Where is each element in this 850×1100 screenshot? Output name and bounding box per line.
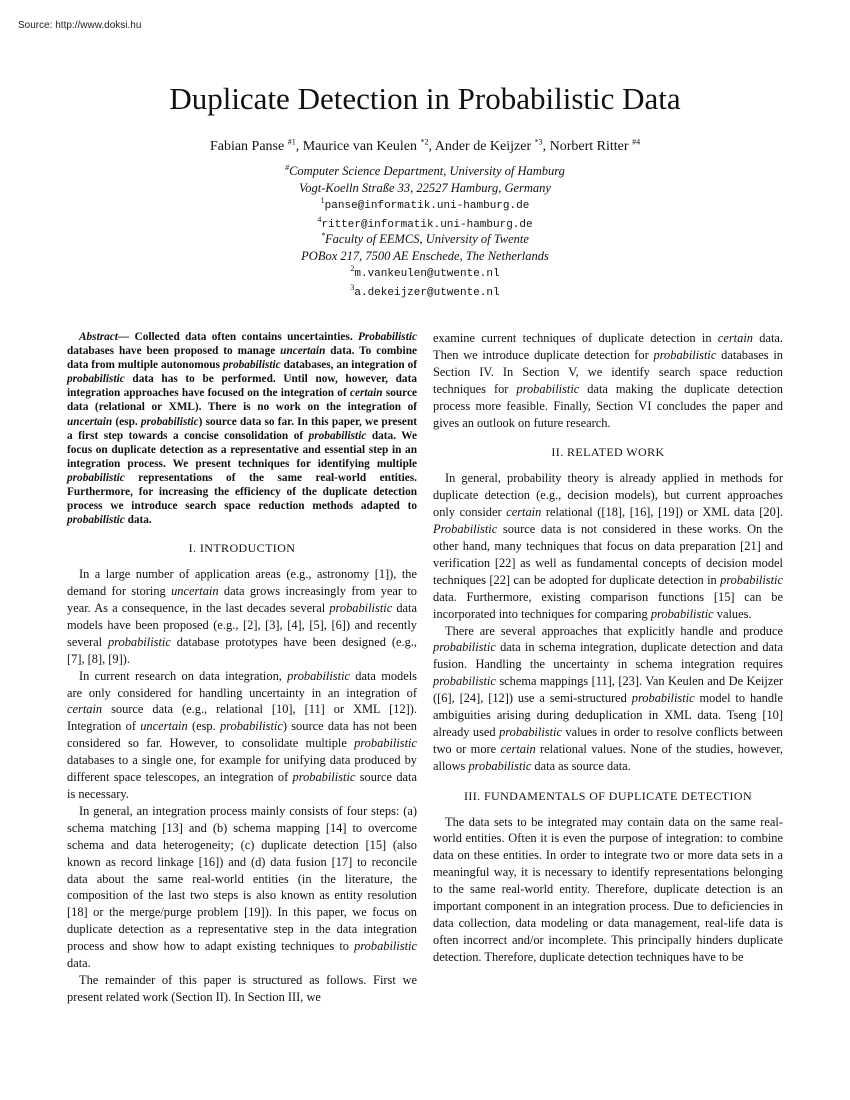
author-mark: #1 (287, 137, 296, 147)
email-address: panse@informatik.uni-hamburg.de (324, 200, 530, 212)
section-heading-fundamentals: III. FUNDAMENTALS OF DUPLICATE DETECTION (463, 788, 753, 803)
affiliation-address: Vogt-Koelln Straße 33, 22527 Hamburg, Germany (299, 180, 551, 195)
author-mark: *2 (420, 137, 429, 147)
email-address: m.vankeulen@utwente.nl (354, 268, 500, 280)
author-name: Fabian Panse (209, 139, 285, 154)
affiliation-mark: * (321, 230, 326, 240)
section-heading-introduction: I. INTRODUCTION (188, 541, 296, 556)
body-paragraph: The data sets to be integrated may contain data on the same real-world entities. Often it is even the purpose of integration: to combine data on these entities. In order to integrate two or more data sets in a meaningful way, it is necessary to identify representations belonging to the same real-world entity. Therefore, duplicate detection is an important component in an integration process. Due to deficiencies in data collection, data modeling or data management, real-life data is often incorrect and/or incomplete. This principally hinders duplicate detection. Therefore, duplicate detection techniques have to be (433, 814, 783, 964)
email-address: ritter@informatik.uni-hamburg.de (321, 218, 533, 231)
affiliation-address: POBox 217, 7500 AE Enschede, The Netherlands (301, 248, 549, 263)
abstract (67, 330, 417, 527)
affiliation-dept: Computer Science Department, University of Hamburg (289, 164, 565, 178)
paper-title: Duplicate Detection in Probabilistic Data (169, 81, 681, 116)
email-mark: 1 (320, 195, 325, 205)
author-mark: #4 (632, 137, 641, 147)
author-list: Fabian Panse $^{\#1}$, Maurice van Keulen $^{*2}$, Ander de Keijzer $^{*3}$, Norbert Ritter $^{\#4}$ (209, 137, 641, 154)
body-paragraph: The remainder of this paper is structured as follows. First we present related work (Section II). In Section III, we (67, 972, 417, 1004)
email-mark: 2 (350, 263, 355, 273)
email-mark: 3 (350, 282, 355, 292)
source-url: Source: http://www.doksi.hu (18, 20, 142, 31)
body-paragraph: In general, an integration process mainly consists of four steps: (a) schema matching [13] and (b) schema mapping [14] to overcome schema and data heterogeneity; (c) duplicate detection [15] (also known as record linkage [16]) and (d) data fusion [17] to reconcile data about the same real-world entities (in the literature, the composition of the last two steps is also known as entity resolution [18] or the merge/purge problem [19]). In this paper, we focus on duplicate detection as a representative step in the data integration process and show how to adapt existing techniques to probabilistic data. (67, 803, 417, 971)
author-name: Ander de Keijzer (434, 139, 532, 154)
left-column (67, 330, 417, 1006)
section-heading-related-work: II. RELATED WORK (551, 445, 665, 460)
author-name: Maurice van Keulen (302, 139, 417, 154)
affiliation-dept: Faculty of EEMCS, University of Twente (325, 232, 529, 246)
abstract-text: — Collected data often contains uncertainties. Probabilistic databases have been proposed to manage uncertain data. To combine data from multiple autonomous probabilistic databases, an integration of probabilistic data has to be performed. Until now, however, data integration approaches have focused on the integration of certain source data (relational or XML). There is no work on the integration of uncertain (esp. probabilistic) source data so far. In this paper, we present a first step towards a concise consolidation of probabilistic data. We focus on duplicate detection as a representative and essential step in an integration process. We present techniques for identifying multiple probabilistic representations of the same real-world entities. Furthermore, for increasing the efficiency of the duplicate detection process we introduce search space reduction methods adapted to probabilistic data. (67, 331, 417, 527)
abstract-lead: Abstract (79, 331, 118, 343)
body-paragraph: There are several approaches that explicitly handle and produce probabilistic data in schema integration, duplicate detection and data fusion. Handling the uncertainty in schema integration requires probabilistic schema mappings [11], [23]. Van Keulen and De Keijzer ([6], [24], [12]) use a semi-structured probabilistic model to handle ambiguities arising during deduplication in XML data. Tseng [10] already used probabilistic values in order to resolve conflicts between two or more certain relational values. None of the studies, however, allows probabilistic data as source data. (433, 623, 783, 773)
body-paragraph: In current research on data integration, probabilistic data models are only considered for handling uncertainty in an integration of certain source data (e.g., relational [10], [11] or XML [12]). Integration of uncertain (esp. probabilistic) source data has not been considered so far. However, to consolidate multiple probabilistic databases to a single one, for example for unifying data produced by different space telescopes, an integration of probabilistic source data is necessary. (67, 668, 418, 801)
body-paragraph: In a large number of application areas (e.g., astronomy [1]), the demand for storing uncertain data grows increasingly from year to year. As a consequence, in the last decades several probabilistic data models have been proposed (e.g., [2], [3], [4], [5], [6]) and recently several probabilistic database prototypes have been designed (e.g., [7], [8], [9]). (67, 567, 418, 666)
email-mark: 4 (317, 214, 322, 224)
author-mark: *3 (534, 137, 543, 147)
right-column (433, 330, 783, 966)
affiliation-twente (0, 231, 850, 301)
affiliation-mark: # (285, 162, 290, 172)
body-paragraph: examine current techniques of duplicate detection in certain data. Then we introduce duplicate detection for probabilistic databases in Section IV. In Section V, we identify search space reduction techniques for probabilistic data making the duplicate detection process more feasible. Finally, Section VI concludes the paper and gives an outlook on future research. (433, 331, 783, 430)
email-address: a.dekeijzer@utwente.nl (354, 286, 500, 299)
author-name: Norbert Ritter (549, 139, 629, 154)
affiliation-hamburg (0, 163, 850, 233)
body-paragraph: In general, probability theory is already applied in methods for duplicate detection (e.g., decision models), but current approaches only consider certain relational ([18], [16], [19]) or XML data [20]. Probabilistic source data is not considered in these works. On the other hand, many techniques that focus on data preparation [21] and verification [22] as well as fundamental concepts of decision model techniques [22] can be adopted for duplicate detection in probabilistic data. Furthermore, existing comparison functions [15] can be incorporated into techniques for comparing probabilistic values. (433, 471, 784, 621)
